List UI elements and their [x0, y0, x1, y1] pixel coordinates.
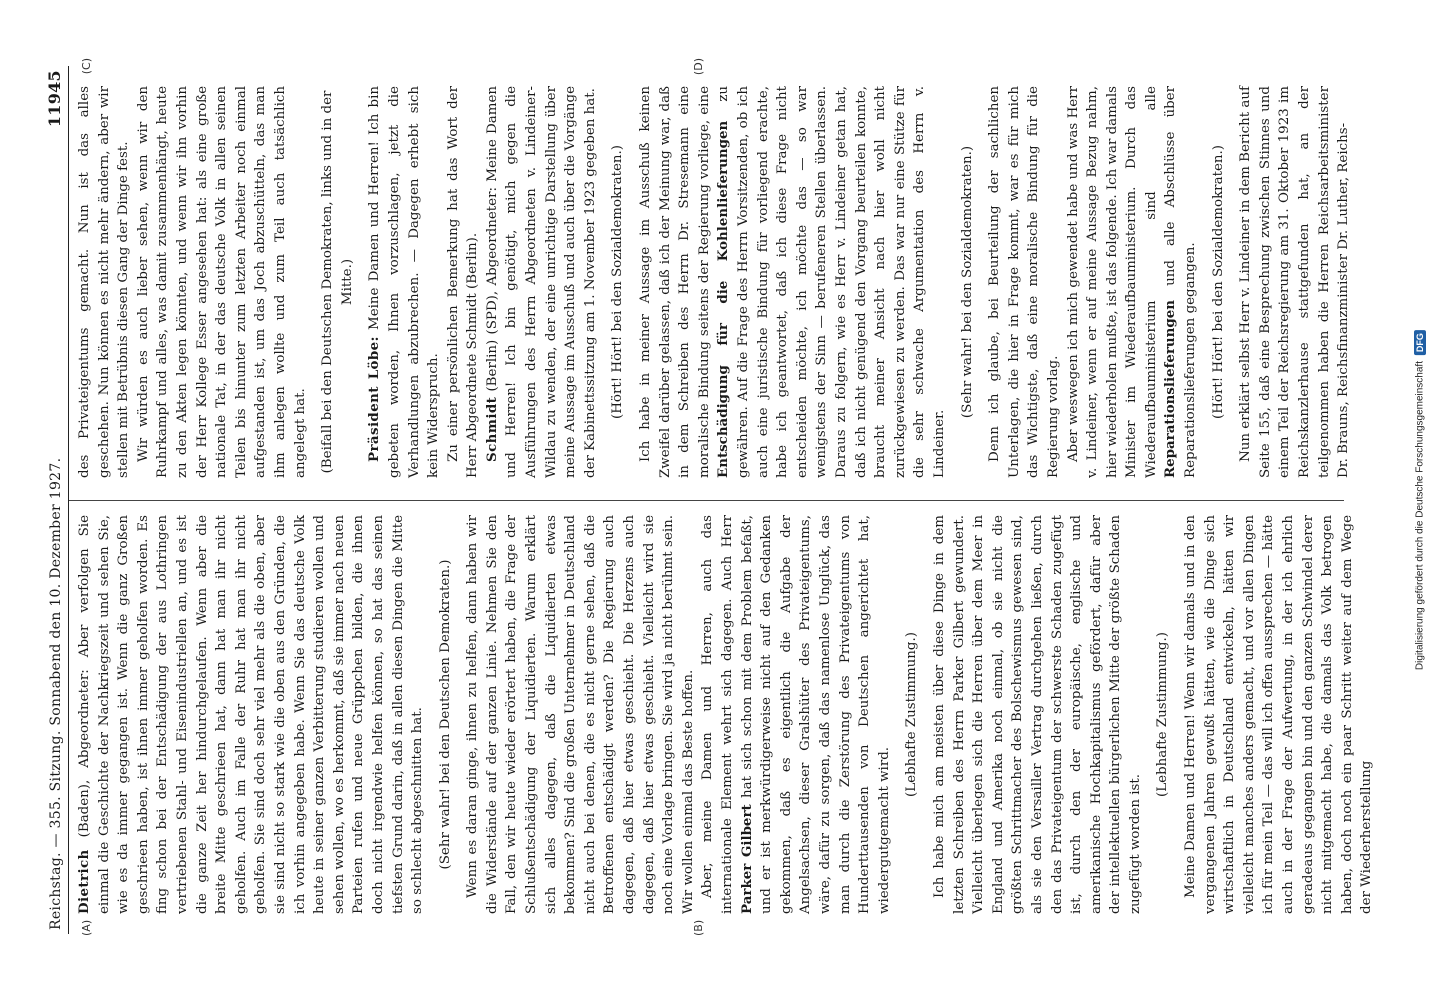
interjection: (Lebhafte Zustimmung.)	[904, 632, 920, 797]
paragraph: des Privateigentums gemacht. Nun ist das alles geschehen. Nun können es nicht mehr ändern, aber wir stellen mit Betrübnis diesen Gang der Dinge fest.	[77, 86, 132, 478]
paragraph: Schmidt (Berlin) (SPD), Abgeordneter: Meine Damen und Herren! Ich bin genötigt, mich gegen die Ausführungen des Herrn Abgeordneten v. Lindeiner-Wildau zu wenden, der eine unrichtige Darstellung über meine Aussage im Ausschuß und auch über die Vorgänge der Kabinettssitzung am 1. November 1923 gegeben hat.	[483, 86, 598, 478]
paragraph: Wir würden es auch lieber sehen, wenn wir den Ruhrkampf und alles, was damit zusammenhängt, heute zu den Akten legen könnten, und wenn wir ihn vorhin der Herr Kollege Esser angesehen hat: als eine große nationale Tat, in der das deutsche Volk in allen seinen Teilen bis hinunter zum letzten Arbeiter noch einmal aufgestanden ist, um das Joch abzuschütteln, das man ihm anlegen wollte und zum Teil auch tatsächlich angelegt hat.	[135, 86, 308, 478]
paragraph: Wenn es daran ginge, ihnen zu helfen, dann haben wir die Widerstände auf der ganzen Linie. Nehmen Sie den Fall, den wir heute wieder erörtert haben, die Frage der Schlußentschädigung der Liquidierten. Warum erklärt sich alles dagegen, daß die Liquidierten etwas bekommen? Sind die großen Unternehmer in Deutschland nicht auch bei denen, die es nicht gerne sehen, daß die Betroffenen entschädigt werden? Die Regierung auch dagegen, daß hier etwas geschieht. Die Herzens auch dagegen, daß hier etwas geschieht. Vielleicht wird sie noch eine Vorlage bringen. Sie wird ja nicht berühmt sein. Wir wollen einmal das Beste hoffen.	[465, 515, 696, 914]
emphasis: Reparationslieferungen	[1162, 299, 1179, 478]
emphasis: Entschädigung für die Kohlenlieferungen	[715, 120, 732, 478]
dfg-logo: DFG	[1414, 330, 1426, 355]
paragraph: Ich habe in meiner Aussage im Ausschuß keinen Zweifel darüber gelassen, daß ich der Meinung war, daß in dem Schreiben des Herrn Dr. Stresemann eine moralische Bindung seitens der Regierung vorliege, eine Entschädigung für die Kohlenlieferungen zu gewähren. Auf die Frage des Herrn Vorsitzenden, ob ich auch eine juristische Bindung für vorliegend erachte, habe ich geantwortet, daß ich diese Frage nicht entscheiden möchte, ich möchte das — so war wenigstens der Sinn — berufeneren Stellen überlassen. Daraus zu folgern, wie es Herr v. Lindeiner getan hat, daß ich nicht genügend den Vorgang beurteilen konnte, braucht meiner Ansicht nach hier wohl nicht zurückgewiesen zu werden. Das war nur eine Stütze für die sehr schwache Argumentation des Herrn v. Lindeiner.	[638, 85, 947, 478]
speaker-name: Schmidt	[483, 396, 500, 462]
speaker-name: Präsident Löbe:	[366, 336, 383, 462]
margin-mark-a: (A)	[80, 919, 93, 936]
paragraph: Denn ich glaube, bei Beurteilung der sachlichen Unterlagen, die hier in Frage kommt, war es für mich das Wichtigste, daß eine moralische Bindung für die Regierung vorlag.	[987, 86, 1061, 478]
paragraph	[75, 515, 428, 914]
paragraph: Meine Damen und Herren! Wenn wir damals und in den vergangenen Jahren gewußt hätten, wie die Dinge sich wirtschaftlich in Deutschland entwickeln, hätten wir vielleicht manches anders gemacht, und vor allen Dingen ich für mein Teil — das will ich offen aussprechen — hätte auch in der Frage der Aufwertung, in der ich ehrlich geradeaus gegangen bin und den ganzen Schwindel derer nicht mitgemacht habe, die damals das Volk betrogen haben, doch noch ein paar Schritt weiter auf dem Wege der Wiederherstellung	[1183, 515, 1375, 914]
person-name: Parker Gilbert	[738, 804, 755, 914]
document-page	[45, 58, 1375, 940]
digitization-credit	[1409, 6, 1431, 994]
paragraph-text: Aber verfolgen Sie einmal die Geschichte der Nachkriegszeit und sehen Sie, wie es da immer gegangen ist. Wenn die ganz Großen geschrieen haben, ist ihnen immer geholfen worden. Es fing schon bei der Entschädigung der aus Lothringen vertriebenen Stahl- und Eisenindustriellen an, und es ist die ganze Zeit her hindurchgelaufen. Wenn aber die breite Mitte geschrieen hat, dann hat man ihr nicht geholfen. Auch im Falle der Ruhr hat man ihr nicht geholfen. Sie sind doch sehr viel mehr als die oben, aber sie sind nicht so stark wie die oben aus den Gründen, die ich vorhin angegeben habe. Wenn Sie das deutsche Volk heute in seiner ganzen Verbitterung studieren wollen und sehen wollen, wo es herkommt, daß sie immer nach neuen Parteien rufen und neue Grüppchen bilden, die ihnen doch nicht irgendwie helfen können, so hat das seinen tiefsten Grund darin, daß in allen diesen Dingen die Mitte so schlecht abgeschnitten hat.	[77, 515, 426, 914]
running-header	[45, 66, 69, 934]
right-column	[69, 58, 1352, 500]
interjection: (Hört! Hört! bei den Sozialdemokraten.)	[610, 145, 626, 419]
speaker-party: (Baden), Abgeordneter:	[77, 669, 92, 838]
margin-mark-d: (D)	[692, 58, 705, 76]
page-number: 11945	[45, 70, 64, 128]
interjection: (Sehr wahr! bei den Sozialdemokraten.)	[959, 145, 975, 419]
interjection: (Lebhafte Zustimmung.)	[1155, 632, 1171, 797]
text-columns	[69, 58, 1375, 936]
paragraph: Ich habe mich am meisten über diese Dinge in dem letzten Schreiben des Herrn Parker Gilbert gewundert. Vielleicht überlegen sich die Herren über dem Meer in England und Amerika noch einmal, ob sie nicht die größten Schrittmacher des Bolschewismus gewesen sind, als sie den Versailler Vertrag durchgehen ließen, durch den das Privateigentum der schwerste Schaden zugefügt ist, durch den der europäische, englische und amerikanische Hochkapitalismus gefördert, dafür aber der intellektuellen bürgerlichen Mitte der größte Schaden zugefügt worden ist.	[931, 515, 1143, 914]
credit-text: Digitalisierung gefördert durch die Deutsche Forschungsgemeinschaft	[1414, 360, 1426, 671]
paragraph: Nun erklärt selbst Herr v. Lindeiner in dem Bericht auf Seite 155, daß eine Besprechung zwischen Stinnes und einem Teil der Reichsregierung am 31. Oktober 1923 im Reichskanzlerhause stattgefunden hat, an der teilgenommen haben die Herren Reichsarbeitsminister Dr. Brauns, Reichsfinanzminister Dr. Luther, Reichs-	[1238, 86, 1352, 478]
paragraph: Präsident Löbe: Meine Damen und Herren! Ich bin gebeten worden, Ihnen vorzuschlagen, jetzt die Verhandlungen abzubrechen. — Dagegen erhebt sich kein Widerspruch.	[366, 86, 442, 478]
interjection: (Hört! Hört! bei den Sozialdemokraten.)	[1210, 145, 1226, 419]
left-column	[69, 500, 1375, 936]
interjection: (Beifall bei den Deutschen Demokraten, links und in der Mitte.)	[320, 90, 355, 474]
margin-mark-c: (C)	[80, 58, 93, 75]
margin-mark-b: (B)	[692, 919, 705, 936]
paragraph: Aber weswegen ich mich gewendet habe und was Herr v. Lindeiner, wenn er auf meine Aussage Bezug nahm, hier wiederholen mußte, ist das folgende. Ich war damals Minister im Wiederaufbauministerium. Durch das Wiederaufbauministerium sind alle Reparationslieferungen und alle Abschlüsse über Reparationslieferungen gegangen.	[1065, 86, 1199, 478]
interjection: (Sehr wahr! bei den Deutschen Demokraten.)	[437, 559, 453, 870]
speaker-name: Dietrich	[76, 849, 92, 914]
running-header-title: Reichstag. — 355. Sitzung. Sonnabend den 10. Dezember 1927.	[48, 457, 64, 930]
paragraph: Zu einer persönlichen Bemerkung hat das Wort der Herr Abgeordnete Schmidt (Berlin).	[445, 86, 481, 478]
paragraph: Aber, meine Damen und Herren, auch das internationale Element wehrt sich dagegen. Auch Herr Parker Gilbert hat sich schon mit dem Problem befaßt, und er ist merkwürdigerweise nicht auf den Gedanken gekommen, daß es eigentlich die Aufgabe der Angelsachsen, dieser Gralshüter des Privateigentums, wäre, dafür zu sorgen, daß das namenlose Unglück, das man durch die Zerstörung des Privateigentums von Hunderttausenden von Deutschen angerichtet hat, wiedergutgemacht wird.	[700, 515, 892, 914]
